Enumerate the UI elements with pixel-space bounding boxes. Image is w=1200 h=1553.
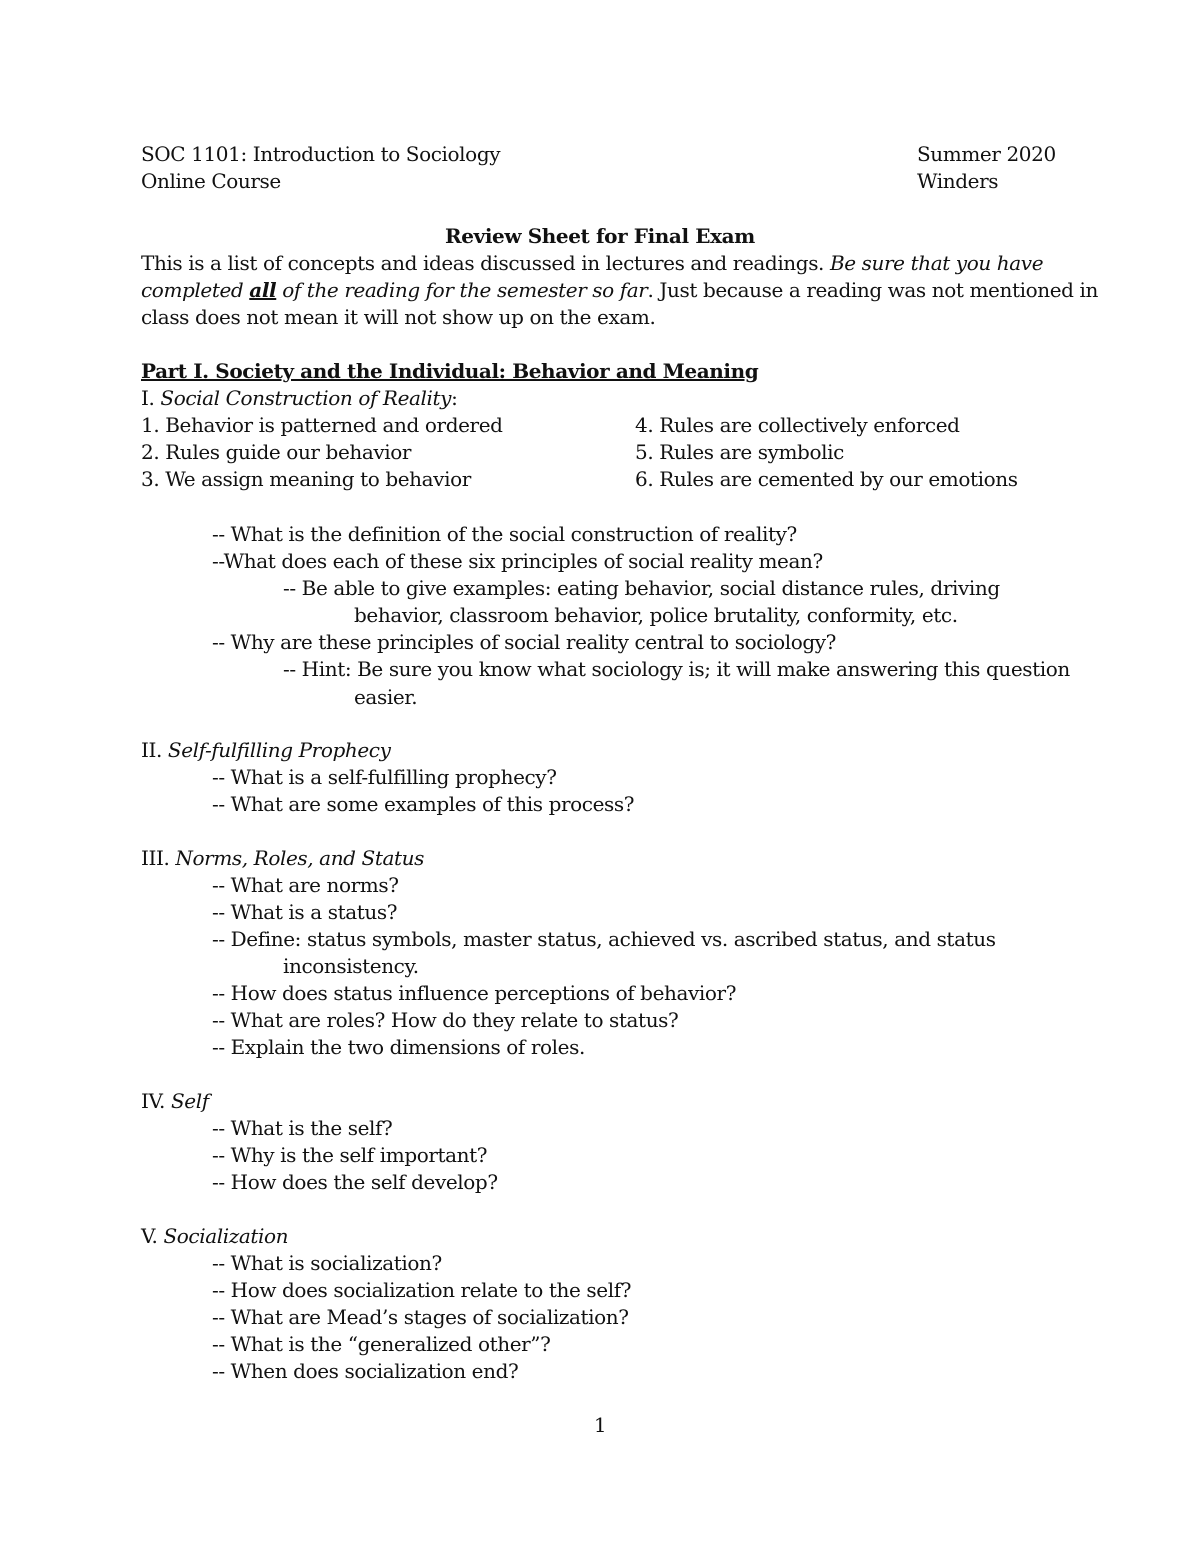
review-question: -- What is the self? [212,1116,393,1140]
review-subquestion-cont: easier. [354,685,418,709]
section-heading [141,1223,288,1250]
review-question: -- What is a self-fulfilling prophecy? [212,765,557,789]
intro-emphasis: completed [141,278,250,302]
course-format: Online Course [141,169,281,193]
section-title: Self [170,1089,209,1113]
section-heading [141,1088,209,1115]
intro-text: This is a list of concepts and ideas discussed in lectures and readings. [141,251,830,275]
course-term: Summer 2020 [917,142,1056,166]
section-title: Socialization [163,1224,289,1248]
review-question: -- Explain the two dimensions of roles. [212,1035,585,1059]
review-question: -- What are roles? How do they relate to status? [212,1008,679,1032]
review-question: -- What is the “generalized other”? [212,1332,551,1356]
review-question: -- Why are these principles of social reality central to sociology? [212,630,836,654]
principle-item: 6. Rules are cemented by our emotions [635,467,1018,491]
section-heading [141,385,457,412]
course-title: SOC 1101: Introduction to Sociology [141,142,501,166]
instructor-name: Winders [917,169,999,193]
principle-item: 3. We assign meaning to behavior [141,467,471,491]
section-title: Self-fulfilling Prophecy [167,738,391,762]
review-question: -- What is the definition of the social construction of reality? [212,522,797,546]
review-question: -- What are Mead’s stages of socialization? [212,1305,629,1329]
principle-item: 2. Rules guide our behavior [141,440,412,464]
review-question: -- Define: status symbols, master status, achieved vs. ascribed status, and status [212,927,996,951]
review-question: -- What is socialization? [212,1251,442,1275]
review-subquestion: -- Hint: Be sure you know what sociology is; it will make answering this question [283,657,1070,681]
review-question-cont: inconsistency. [283,954,419,978]
intro-line-1 [141,250,1043,277]
review-question: -- What are some examples of this process? [212,792,635,816]
intro-line-2 [141,277,1098,304]
principle-item: 4. Rules are collectively enforced [635,413,960,437]
part-heading: Part I. Society and the Individual: Behavior and Meaning [141,359,759,383]
section-numeral: IV. [141,1089,171,1113]
review-question: -- Why is the self important? [212,1143,488,1167]
review-subquestion-cont: behavior, classroom behavior, police brutality, conformity, etc. [354,603,958,627]
principle-item: 1. Behavior is patterned and ordered [141,413,503,437]
section-heading [141,845,424,872]
review-question: -- How does socialization relate to the self? [212,1278,632,1302]
page-title: Review Sheet for Final Exam [445,224,755,248]
review-subquestion: -- Be able to give examples: eating behavior, social distance rules, driving [283,576,1000,600]
section-numeral: V. [141,1224,164,1248]
section-numeral: III. [141,846,176,870]
review-question: -- When does socialization end? [212,1359,519,1383]
review-question: -- How does status influence perceptions of behavior? [212,981,737,1005]
intro-strong-emphasis: all [249,278,277,302]
principle-item: 5. Rules are symbolic [635,440,844,464]
intro-emphasis: of the reading for the semester so far [276,278,648,302]
review-question: --What does each of these six principles of social reality mean? [212,549,823,573]
intro-text: . Just because a reading was not mentioned in [647,278,1098,302]
section-title: Norms, Roles, and Status [175,846,424,870]
page-number: 1 [593,1413,607,1437]
review-question: -- How does the self develop? [212,1170,498,1194]
section-colon: : [451,386,458,410]
section-numeral: II. [141,738,168,762]
review-question: -- What is a status? [212,900,398,924]
section-heading [141,737,391,764]
intro-emphasis: Be sure that you have [829,251,1044,275]
intro-line-3: class does not mean it will not show up on the exam. [141,305,656,329]
section-numeral: I. [141,386,161,410]
section-title: Social Construction of Reality [160,386,452,410]
review-question: -- What are norms? [212,873,399,897]
